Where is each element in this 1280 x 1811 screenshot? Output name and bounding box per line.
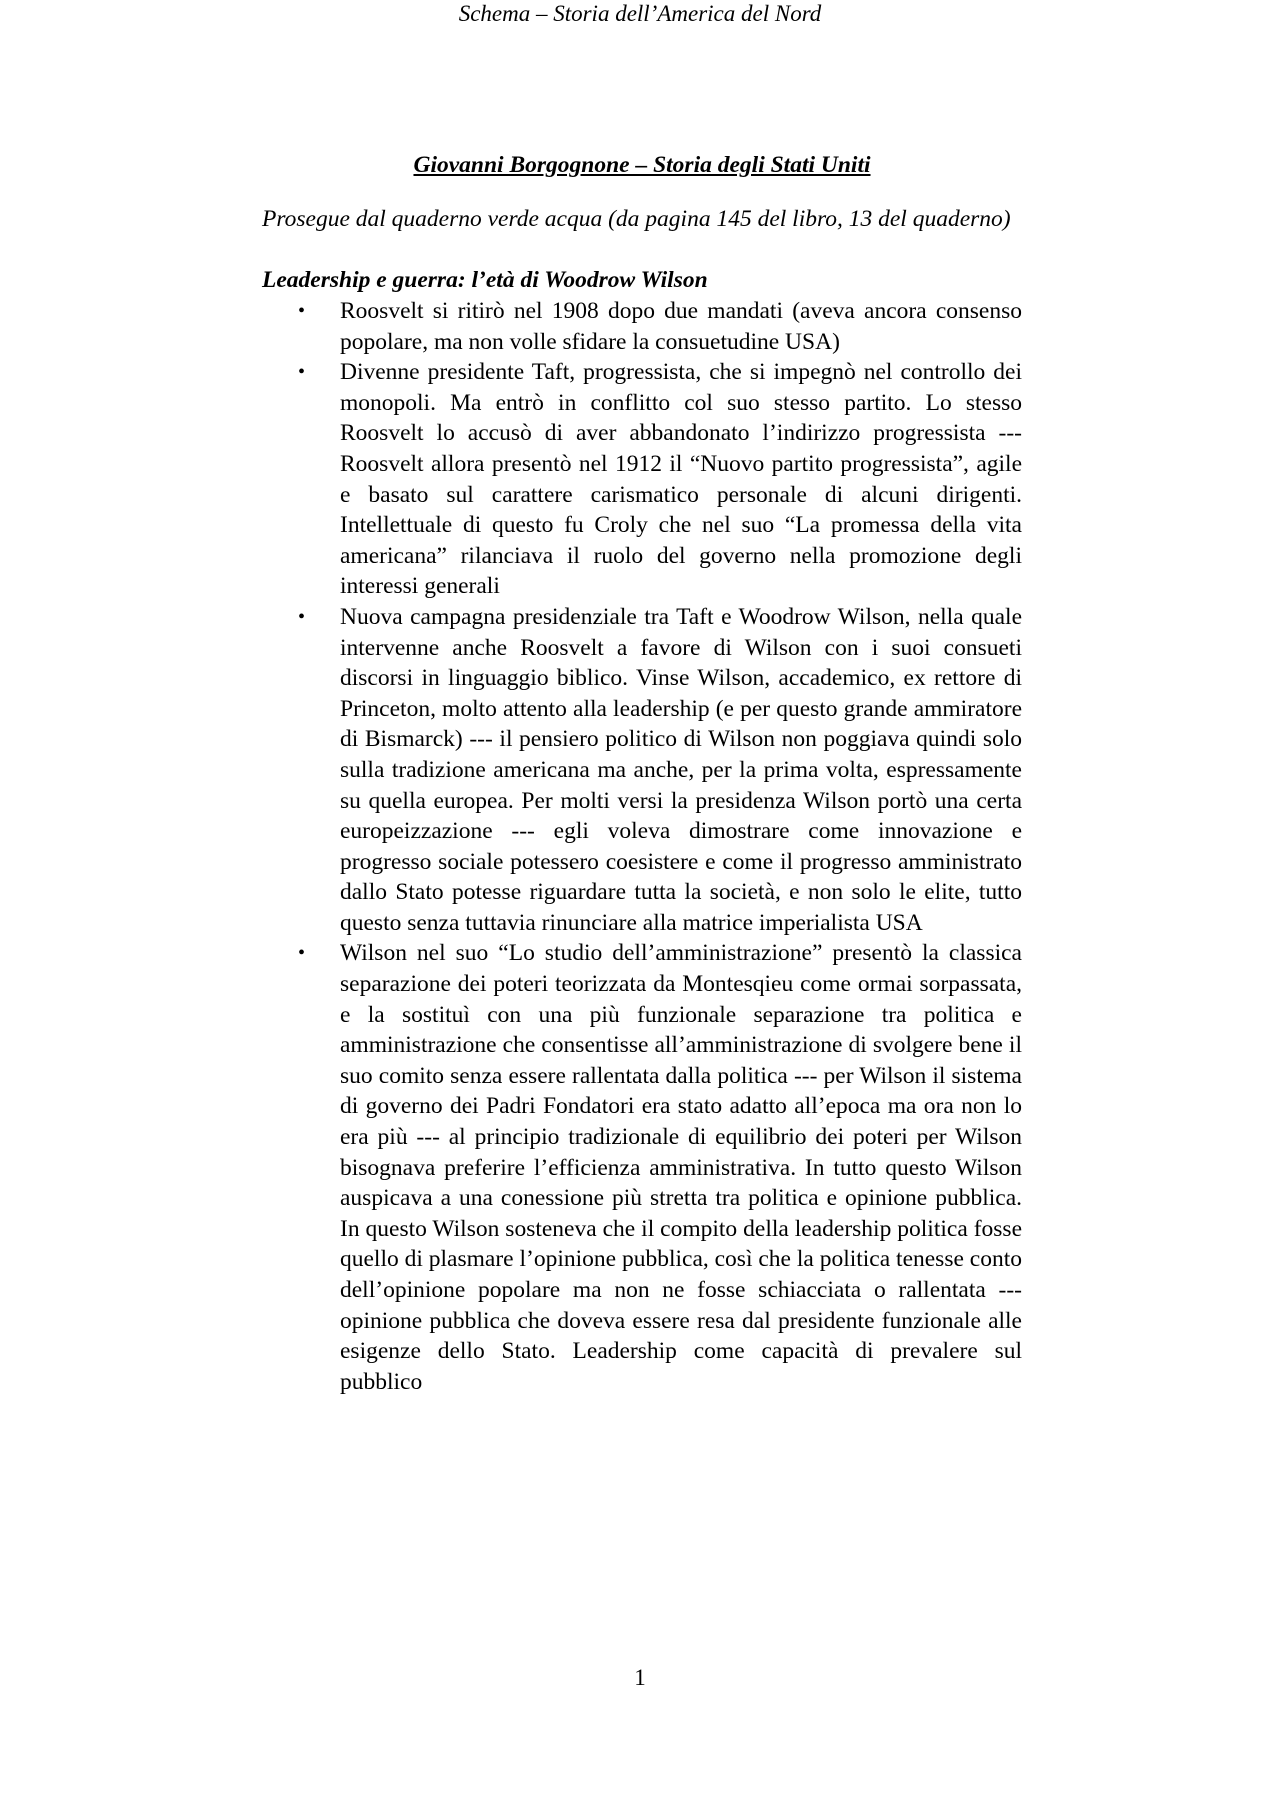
bullet-text: Wilson nel suo “Lo studio dell’amministrazione” presentò la classica separazione dei poteri teorizzata da Montesqieu come ormai sorpassata, e la sostituì con una più funzionale separazione tra politica e amministrazione che consentisse all’amministrazione di svolgere bene il suo comito senza essere rallentata dalla politica --- per Wilson il sistema di governo dei Padri Fondatori era stato adatto all’epoca ma ora non lo era più --- al principio tradizionale di equilibrio dei poteri per Wilson bisognava preferire l’efficienza amministrativa. In tutto questo Wilson auspicava a una conessione più stretta tra politica e opinione pubblica. In questo Wilson sosteneva che il compito della leadership politica fosse quello di plasmare l’opinione pubblica, così che la politica tenesse conto dell’opinione popolare ma non ne fosse schiacciata o rallentata --- opinione pubblica che doveva essere resa dal presidente funzionale alle esigenze dello Stato. Leadership come capacità di prevalere sul pubblico	[340, 940, 1022, 1395]
bullet-list	[262, 296, 1022, 1397]
bullet-icon: •	[298, 605, 306, 628]
bullet-icon: •	[298, 942, 306, 965]
running-header: Schema – Storia dell’America del Nord	[458, 1, 822, 26]
bullet-icon: •	[298, 361, 306, 384]
document-title: Giovanni Borgognone – Storia degli Stati Uniti	[413, 152, 871, 178]
bullet-text: Divenne presidente Taft, progressista, che si impegnò nel controllo dei monopoli. Ma entrò in conflitto col suo stesso partito. Lo stesso Roosvelt lo accusò di aver abbandonato l’indirizzo progressista --- Roosvelt allora presentò nel 1912 il “Nuovo partito progressista”, agile e basato sul carattere carismatico personale di alcuni dirigenti. Intellettuale di questo fu Croly che nel suo “La promessa della vita americana” rilanciava il ruolo del governo nella promozione degli interessi generali	[340, 359, 1022, 600]
bullet-item-1	[262, 296, 1022, 357]
bullet-item-3	[262, 602, 1022, 939]
bullet-item-2	[262, 357, 1022, 602]
document-body	[262, 150, 1022, 1397]
bullet-text: Nuova campagna presidenziale tra Taft e Woodrow Wilson, nella quale intervenne anche Roosvelt a favore di Wilson con i suoi consueti discorsi in linguaggio biblico. Vinse Wilson, accademico, ex rettore di Princeton, molto attento alla leadership (e per questo grande ammiratore di Bismarck) --- il pensiero politico di Wilson non poggiava quindi solo sulla tradizione americana ma anche, per la prima volta, espressamente su quella europea. Per molti versi la presidenza Wilson portò una certa europeizzazione --- egli voleva dimostrare come innovazione e progresso sociale potessero coesistere e come il progresso amministrato dallo Stato potesse riguardare tutta la società, e non solo le elite, tutto questo senza tuttavia rinunciare alla matrice imperialista USA	[340, 603, 1022, 936]
bullet-icon: •	[298, 300, 306, 322]
bullet-text: Roosvelt si ritirò nel 1908 dopo due mandati (aveva ancora consenso popolare, ma non volle sfidare la consuetudine USA)	[340, 298, 1022, 355]
intro-paragraph: Prosegue dal quaderno verde acqua (da pagina 145 del libro, 13 del quaderno)	[262, 206, 1011, 232]
bullet-item-4	[262, 938, 1022, 1397]
page-number: 1	[634, 1665, 646, 1690]
section-heading: Leadership e guerra: l’età di Woodrow Wilson	[262, 267, 708, 293]
